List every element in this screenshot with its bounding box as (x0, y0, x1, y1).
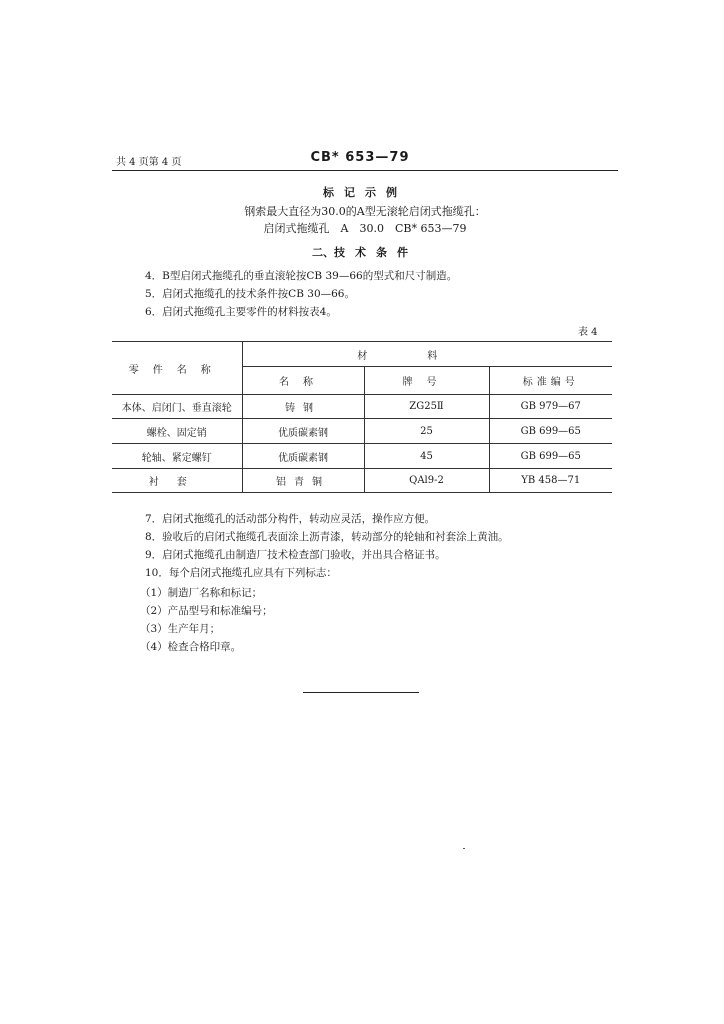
clause-6: 6．启闭式拖缆孔主要零件的材料按表4。 (145, 306, 337, 318)
cell-standard-no: GB 699—65 (489, 444, 612, 469)
header-material: 材料 (242, 342, 612, 367)
clause-4: 4．B型启闭式拖缆孔的垂直滚轮按CB 39—66的型式和尺寸制造。 (145, 270, 458, 282)
section-title: 技术条件 (334, 246, 418, 259)
header-name: 名称 (242, 367, 364, 395)
cell-standard-no: YB 458—71 (489, 469, 612, 493)
cell-part-name: 轮轴、紧定螺钉 (112, 444, 242, 469)
header-grade: 牌号 (364, 367, 489, 395)
page-info: 共 4 页第 4 页 (116, 157, 182, 168)
marking-item-1: （1）制造厂名称和标记； (140, 587, 263, 599)
cell-grade: 25 (364, 419, 489, 444)
header-standard-no: 标准编号 (489, 367, 612, 395)
table-row (112, 395, 612, 419)
section-heading (112, 244, 618, 260)
section-number: 二、 (312, 246, 334, 259)
header-part-name: 零件名称 (112, 342, 242, 395)
cell-material-name: 优质碳素钢 (242, 419, 364, 444)
cell-standard-no: GB 979—67 (489, 395, 612, 419)
marking-item-2: （2）产品型号和标准编号； (140, 605, 273, 617)
marking-item-4: （4）检查合格印章。 (140, 641, 242, 653)
marking-example-line-1: 钢索最大直径为30.0的A型无滚轮启闭式拖缆孔： (244, 205, 486, 218)
cell-grade: ZG25Ⅱ (364, 395, 489, 419)
end-rule (303, 692, 419, 693)
cell-material-name: 铸钢 (242, 395, 364, 419)
table-row (112, 444, 612, 469)
cell-standard-no: GB 699—65 (489, 419, 612, 444)
clause-5: 5．启闭式拖缆孔的技术条件按CB 30—66。 (145, 288, 355, 300)
clause-8: 8．验收后的启闭式拖缆孔表面涂上沥青漆，转动部分的轮轴和衬套涂上黄油。 (145, 531, 509, 543)
cell-part-name: 衬套 (112, 469, 242, 493)
table-row (112, 419, 612, 444)
cell-grade: 45 (364, 444, 489, 469)
marking-item-3: （3）生产年月； (140, 623, 221, 635)
table-row (112, 469, 612, 493)
cell-part-name: 本体、启闭门、垂直滚轮 (112, 395, 242, 419)
scan-speck (463, 848, 465, 849)
marking-example-title: 标记示例 (323, 186, 407, 199)
materials-table (112, 341, 612, 493)
marking-example-line-2: 启闭式拖缆孔 A 30.0 CB* 653—79 (263, 222, 467, 235)
cell-material-name: 铝青铜 (242, 469, 364, 493)
standard-number: CB* 653—79 (310, 150, 410, 165)
cell-grade: QAl9-2 (364, 469, 489, 493)
clause-7: 7．启闭式拖缆孔的活动部分构件，转动应灵活，操作应方便。 (145, 513, 436, 525)
cell-material-name: 优质碳素钢 (242, 444, 364, 469)
clause-9: 9．启闭式拖缆孔由制造厂技术检查部门验收，并出具合格证书。 (145, 549, 446, 561)
cell-part-name: 螺栓、固定销 (112, 419, 242, 444)
table-label: 表 4 (578, 327, 598, 338)
header-rule (112, 170, 618, 171)
clause-10: 10．每个启闭式拖缆孔应具有下列标志： (145, 567, 337, 579)
